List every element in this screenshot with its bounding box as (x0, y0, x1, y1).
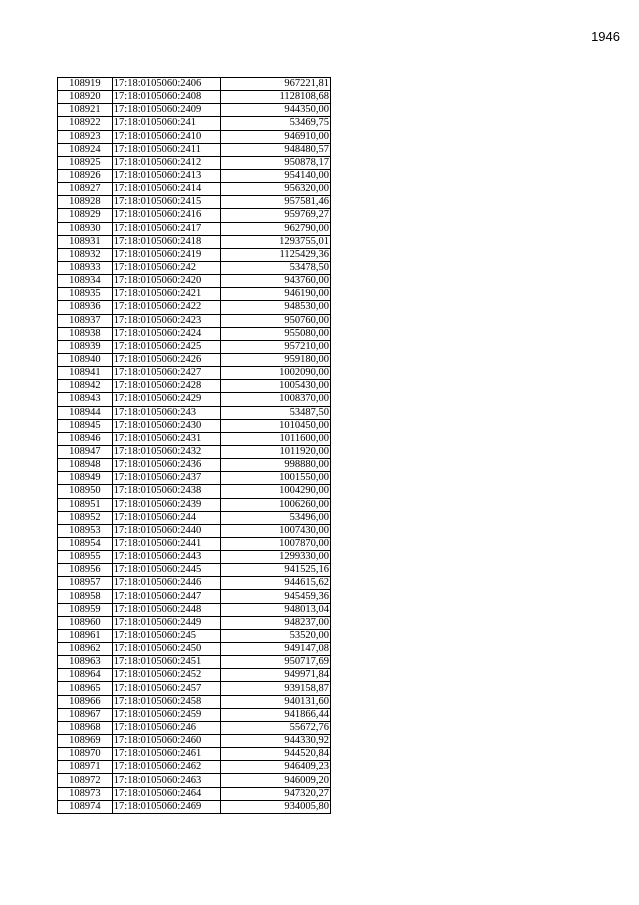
row-number-cell: 108949 (58, 472, 113, 485)
cadastral-number-cell: 17:18:0105060:2432 (112, 445, 221, 458)
row-number-cell: 108968 (58, 721, 113, 734)
cadastral-value-cell: 945459,36 (221, 590, 331, 603)
table-row (58, 169, 331, 182)
cadastral-number-cell: 17:18:0105060:242 (112, 261, 221, 274)
cadastral-value-cell: 53496,00 (221, 511, 331, 524)
table-row (58, 196, 331, 209)
cadastral-value-cell: 946409,23 (221, 761, 331, 774)
table-row (58, 248, 331, 261)
row-number-cell: 108963 (58, 656, 113, 669)
cadastral-number-cell: 17:18:0105060:2452 (112, 669, 221, 682)
table-row (58, 787, 331, 800)
cadastral-number-cell: 17:18:0105060:2447 (112, 590, 221, 603)
table-row (58, 459, 331, 472)
row-number-cell: 108948 (58, 459, 113, 472)
cadastral-value-cell: 948480,57 (221, 143, 331, 156)
cadastral-value-cell: 949971,84 (221, 669, 331, 682)
cadastral-value-cell: 944520,84 (221, 748, 331, 761)
cadastral-number-cell: 17:18:0105060:2439 (112, 498, 221, 511)
cadastral-value-cell: 946190,00 (221, 288, 331, 301)
cadastral-number-cell: 17:18:0105060:2429 (112, 393, 221, 406)
row-number-cell: 108952 (58, 511, 113, 524)
row-number-cell: 108972 (58, 774, 113, 787)
cadastral-number-cell: 17:18:0105060:2438 (112, 485, 221, 498)
row-number-cell: 108939 (58, 340, 113, 353)
table-row (58, 91, 331, 104)
row-number-cell: 108965 (58, 682, 113, 695)
row-number-cell: 108945 (58, 419, 113, 432)
table-row (58, 222, 331, 235)
cadastral-number-cell: 17:18:0105060:2421 (112, 288, 221, 301)
cadastral-value-cell: 1005430,00 (221, 380, 331, 393)
table-row (58, 498, 331, 511)
table-row (58, 485, 331, 498)
table-row (58, 235, 331, 248)
table-row (58, 551, 331, 564)
table-row (58, 616, 331, 629)
table-row (58, 117, 331, 130)
cadastral-number-cell: 17:18:0105060:2431 (112, 432, 221, 445)
cadastral-value-cell: 53469,75 (221, 117, 331, 130)
row-number-cell: 108926 (58, 169, 113, 182)
table-row (58, 183, 331, 196)
cadastral-number-cell: 17:18:0105060:2423 (112, 314, 221, 327)
row-number-cell: 108954 (58, 537, 113, 550)
row-number-cell: 108935 (58, 288, 113, 301)
row-number-cell: 108964 (58, 669, 113, 682)
table-row (58, 682, 331, 695)
table-row (58, 419, 331, 432)
table-row (58, 340, 331, 353)
row-number-cell: 108946 (58, 432, 113, 445)
row-number-cell: 108940 (58, 353, 113, 366)
cadastral-value-table (57, 77, 331, 814)
row-number-cell: 108936 (58, 301, 113, 314)
cadastral-number-cell: 17:18:0105060:241 (112, 117, 221, 130)
cadastral-value-cell: 950760,00 (221, 314, 331, 327)
table-row (58, 721, 331, 734)
cadastral-number-cell: 17:18:0105060:2441 (112, 537, 221, 550)
table-row (58, 380, 331, 393)
cadastral-value-cell: 959180,00 (221, 353, 331, 366)
table-row (58, 603, 331, 616)
cadastral-value-cell: 939158,87 (221, 682, 331, 695)
table-row (58, 288, 331, 301)
table-row (58, 511, 331, 524)
cadastral-value-cell: 955080,00 (221, 327, 331, 340)
row-number-cell: 108922 (58, 117, 113, 130)
cadastral-number-cell: 17:18:0105060:2463 (112, 774, 221, 787)
table-row (58, 353, 331, 366)
cadastral-value-cell: 946009,20 (221, 774, 331, 787)
cadastral-value-cell: 946910,00 (221, 130, 331, 143)
row-number-cell: 108921 (58, 104, 113, 117)
cadastral-number-cell: 17:18:0105060:2443 (112, 551, 221, 564)
cadastral-value-cell: 956320,00 (221, 183, 331, 196)
row-number-cell: 108962 (58, 643, 113, 656)
cadastral-number-cell: 17:18:0105060:2416 (112, 209, 221, 222)
row-number-cell: 108943 (58, 393, 113, 406)
cadastral-number-cell: 17:18:0105060:2427 (112, 367, 221, 380)
cadastral-number-cell: 17:18:0105060:2413 (112, 169, 221, 182)
cadastral-number-cell: 17:18:0105060:2450 (112, 643, 221, 656)
table-row (58, 537, 331, 550)
cadastral-number-cell: 17:18:0105060:245 (112, 629, 221, 642)
table-row (58, 656, 331, 669)
cadastral-number-cell: 17:18:0105060:2459 (112, 708, 221, 721)
row-number-cell: 108973 (58, 787, 113, 800)
cadastral-value-cell: 55672,76 (221, 721, 331, 734)
table-row (58, 130, 331, 143)
table-row (58, 301, 331, 314)
cadastral-value-cell: 1011600,00 (221, 432, 331, 445)
cadastral-value-cell: 940131,60 (221, 695, 331, 708)
cadastral-number-cell: 17:18:0105060:2451 (112, 656, 221, 669)
cadastral-value-cell: 1007870,00 (221, 537, 331, 550)
table-row (58, 564, 331, 577)
row-number-cell: 108971 (58, 761, 113, 774)
table-row (58, 393, 331, 406)
cadastral-number-cell: 17:18:0105060:2425 (112, 340, 221, 353)
cadastral-number-cell: 17:18:0105060:2406 (112, 78, 221, 91)
cadastral-number-cell: 17:18:0105060:2411 (112, 143, 221, 156)
cadastral-value-cell: 1001550,00 (221, 472, 331, 485)
row-number-cell: 108957 (58, 577, 113, 590)
cadastral-number-cell: 17:18:0105060:246 (112, 721, 221, 734)
cadastral-value-cell: 950717,69 (221, 656, 331, 669)
cadastral-number-cell: 17:18:0105060:2414 (112, 183, 221, 196)
cadastral-value-cell: 948530,00 (221, 301, 331, 314)
table-row (58, 524, 331, 537)
cadastral-value-cell: 1004290,00 (221, 485, 331, 498)
cadastral-number-cell: 17:18:0105060:2430 (112, 419, 221, 432)
cadastral-value-cell: 1299330,00 (221, 551, 331, 564)
cadastral-number-cell: 17:18:0105060:2424 (112, 327, 221, 340)
cadastral-value-cell: 53487,50 (221, 406, 331, 419)
table-row (58, 314, 331, 327)
cadastral-value-cell: 53478,50 (221, 261, 331, 274)
cadastral-number-cell: 17:18:0105060:2457 (112, 682, 221, 695)
cadastral-value-cell: 1293755,01 (221, 235, 331, 248)
cadastral-value-cell: 941866,44 (221, 708, 331, 721)
table-row (58, 261, 331, 274)
table-row (58, 275, 331, 288)
cadastral-number-cell: 17:18:0105060:2415 (112, 196, 221, 209)
cadastral-value-cell: 957581,46 (221, 196, 331, 209)
cadastral-number-cell: 17:18:0105060:2410 (112, 130, 221, 143)
cadastral-value-cell: 1128108,68 (221, 91, 331, 104)
cadastral-number-cell: 17:18:0105060:2462 (112, 761, 221, 774)
cadastral-number-cell: 17:18:0105060:2469 (112, 800, 221, 813)
cadastral-number-cell: 17:18:0105060:2437 (112, 472, 221, 485)
table-row (58, 143, 331, 156)
cadastral-value-cell: 1008370,00 (221, 393, 331, 406)
cadastral-value-cell: 1011920,00 (221, 445, 331, 458)
cadastral-value-cell: 944615,62 (221, 577, 331, 590)
table-row (58, 643, 331, 656)
row-number-cell: 108960 (58, 616, 113, 629)
row-number-cell: 108959 (58, 603, 113, 616)
table-row (58, 761, 331, 774)
table-row (58, 577, 331, 590)
row-number-cell: 108941 (58, 367, 113, 380)
table-row (58, 695, 331, 708)
cadastral-value-cell: 948237,00 (221, 616, 331, 629)
table-row (58, 432, 331, 445)
cadastral-value-cell: 1007430,00 (221, 524, 331, 537)
row-number-cell: 108953 (58, 524, 113, 537)
cadastral-number-cell: 17:18:0105060:2418 (112, 235, 221, 248)
row-number-cell: 108947 (58, 445, 113, 458)
cadastral-number-cell: 17:18:0105060:2464 (112, 787, 221, 800)
cadastral-number-cell: 17:18:0105060:2436 (112, 459, 221, 472)
cadastral-value-cell: 949147,08 (221, 643, 331, 656)
cadastral-number-cell: 17:18:0105060:2448 (112, 603, 221, 616)
table-row (58, 708, 331, 721)
row-number-cell: 108928 (58, 196, 113, 209)
cadastral-number-cell: 17:18:0105060:2446 (112, 577, 221, 590)
cadastral-number-cell: 17:18:0105060:2460 (112, 735, 221, 748)
row-number-cell: 108932 (58, 248, 113, 261)
row-number-cell: 108937 (58, 314, 113, 327)
table-row (58, 327, 331, 340)
row-number-cell: 108925 (58, 156, 113, 169)
table-row (58, 800, 331, 813)
page-number: 1946 (591, 29, 620, 44)
cadastral-number-cell: 17:18:0105060:2445 (112, 564, 221, 577)
cadastral-value-cell: 1125429,36 (221, 248, 331, 261)
cadastral-value-cell: 944350,00 (221, 104, 331, 117)
table-row (58, 104, 331, 117)
cadastral-value-cell: 962790,00 (221, 222, 331, 235)
row-number-cell: 108955 (58, 551, 113, 564)
table-row (58, 367, 331, 380)
cadastral-value-cell: 1006260,00 (221, 498, 331, 511)
cadastral-number-cell: 17:18:0105060:244 (112, 511, 221, 524)
cadastral-value-cell: 943760,00 (221, 275, 331, 288)
row-number-cell: 108923 (58, 130, 113, 143)
table-row (58, 406, 331, 419)
cadastral-value-cell: 944330,92 (221, 735, 331, 748)
row-number-cell: 108942 (58, 380, 113, 393)
table-row (58, 774, 331, 787)
cadastral-number-cell: 17:18:0105060:2408 (112, 91, 221, 104)
row-number-cell: 108933 (58, 261, 113, 274)
cadastral-number-cell: 17:18:0105060:2449 (112, 616, 221, 629)
cadastral-value-cell: 959769,27 (221, 209, 331, 222)
cadastral-number-cell: 17:18:0105060:2409 (112, 104, 221, 117)
row-number-cell: 108930 (58, 222, 113, 235)
cadastral-value-cell: 934005,80 (221, 800, 331, 813)
table-row (58, 472, 331, 485)
row-number-cell: 108974 (58, 800, 113, 813)
cadastral-number-cell: 17:18:0105060:2426 (112, 353, 221, 366)
row-number-cell: 108958 (58, 590, 113, 603)
table-body (58, 78, 331, 814)
table-row (58, 748, 331, 761)
cadastral-number-cell: 17:18:0105060:2461 (112, 748, 221, 761)
cadastral-value-cell: 948013,04 (221, 603, 331, 616)
table-row (58, 735, 331, 748)
cadastral-number-cell: 17:18:0105060:2428 (112, 380, 221, 393)
table-row (58, 78, 331, 91)
row-number-cell: 108944 (58, 406, 113, 419)
table-row (58, 590, 331, 603)
row-number-cell: 108931 (58, 235, 113, 248)
row-number-cell: 108966 (58, 695, 113, 708)
cadastral-number-cell: 17:18:0105060:243 (112, 406, 221, 419)
row-number-cell: 108934 (58, 275, 113, 288)
cadastral-number-cell: 17:18:0105060:2419 (112, 248, 221, 261)
row-number-cell: 108969 (58, 735, 113, 748)
cadastral-number-cell: 17:18:0105060:2458 (112, 695, 221, 708)
cadastral-value-cell: 1010450,00 (221, 419, 331, 432)
cadastral-value-cell: 957210,00 (221, 340, 331, 353)
table-row (58, 669, 331, 682)
cadastral-value-cell: 998880,00 (221, 459, 331, 472)
row-number-cell: 108938 (58, 327, 113, 340)
cadastral-number-cell: 17:18:0105060:2417 (112, 222, 221, 235)
row-number-cell: 108951 (58, 498, 113, 511)
row-number-cell: 108927 (58, 183, 113, 196)
row-number-cell: 108924 (58, 143, 113, 156)
row-number-cell: 108956 (58, 564, 113, 577)
cadastral-value-cell: 954140,00 (221, 169, 331, 182)
cadastral-number-cell: 17:18:0105060:2412 (112, 156, 221, 169)
table-row (58, 629, 331, 642)
row-number-cell: 108920 (58, 91, 113, 104)
cadastral-number-cell: 17:18:0105060:2440 (112, 524, 221, 537)
row-number-cell: 108950 (58, 485, 113, 498)
cadastral-value-cell: 967221,81 (221, 78, 331, 91)
table-row (58, 445, 331, 458)
row-number-cell: 108967 (58, 708, 113, 721)
cadastral-value-cell: 1002090,00 (221, 367, 331, 380)
cadastral-value-cell: 950878,17 (221, 156, 331, 169)
cadastral-value-cell: 947320,27 (221, 787, 331, 800)
cadastral-value-cell: 941525,16 (221, 564, 331, 577)
table-row (58, 209, 331, 222)
row-number-cell: 108970 (58, 748, 113, 761)
table-row (58, 156, 331, 169)
row-number-cell: 108929 (58, 209, 113, 222)
cadastral-number-cell: 17:18:0105060:2422 (112, 301, 221, 314)
row-number-cell: 108961 (58, 629, 113, 642)
row-number-cell: 108919 (58, 78, 113, 91)
cadastral-number-cell: 17:18:0105060:2420 (112, 275, 221, 288)
cadastral-value-cell: 53520,00 (221, 629, 331, 642)
